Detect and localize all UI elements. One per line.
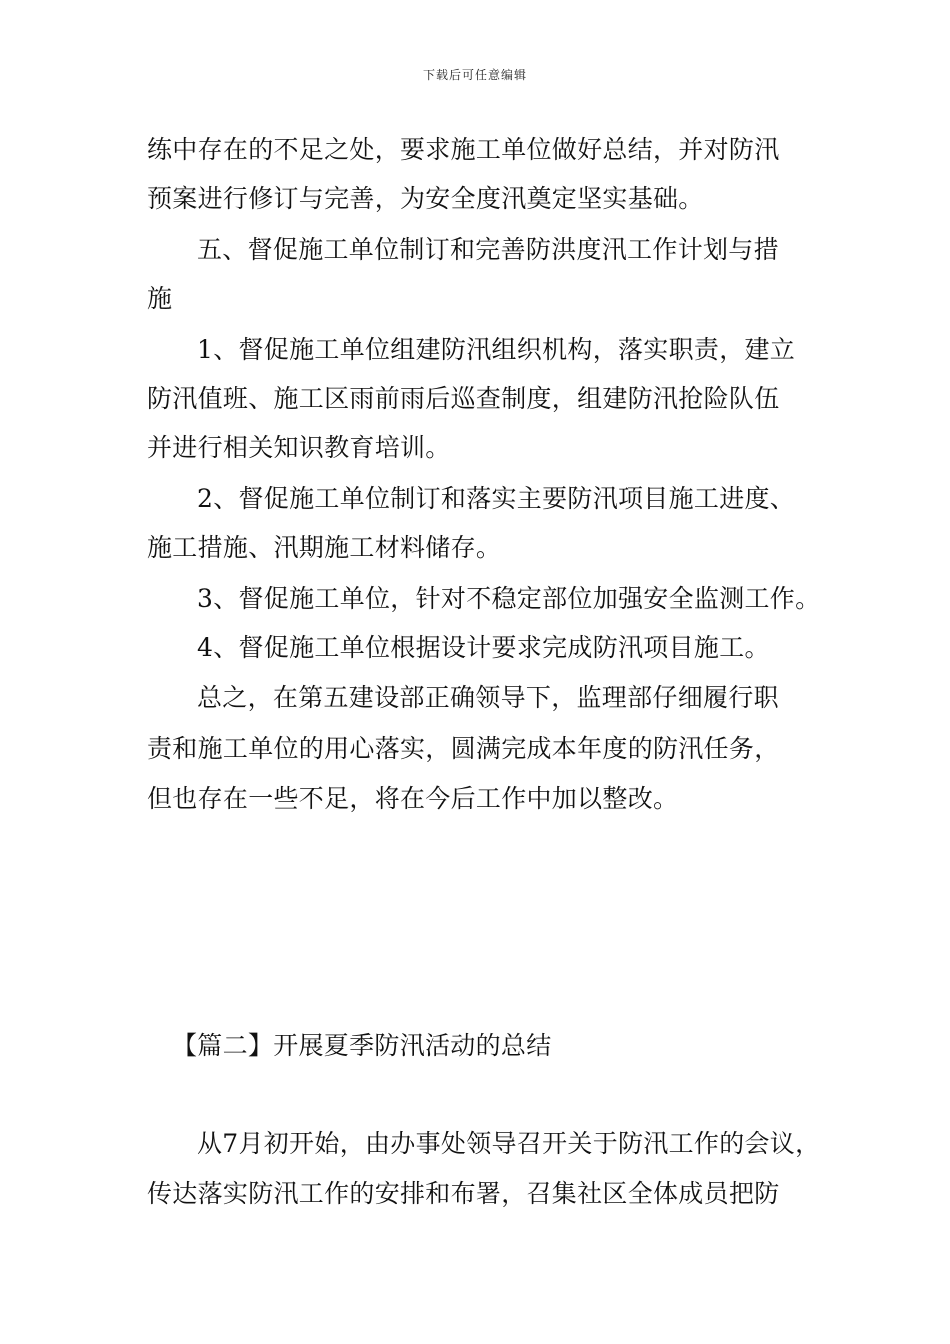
list-item-1: 1、督促施工单位组建防汛组织机构，落实职责，建立 bbox=[197, 335, 796, 364]
section-heading-five: 五、督促施工单位制订和完善防洪度汛工作计划与措 bbox=[197, 235, 779, 264]
section-two-paragraph: 从7月初开始，由办事处领导召开关于防汛工作的会议， bbox=[197, 1129, 821, 1158]
body-line: 施工措施、汛期施工材料储存。 bbox=[147, 533, 502, 562]
body-line: 预案进行修订与完善，为安全度汛奠定坚实基础。 bbox=[147, 184, 704, 213]
body-line: 练中存在的不足之处，要求施工单位做好总结，并对防汛 bbox=[147, 135, 780, 164]
list-item-2: 2、督促施工单位制订和落实主要防汛项目施工进度、 bbox=[197, 484, 796, 513]
body-line: 责和施工单位的用心落实，圆满完成本年度的防汛任务， bbox=[147, 734, 780, 763]
list-item-4: 4、督促施工单位根据设计要求完成防汛项目施工。 bbox=[197, 633, 770, 662]
page-header-note: 下载后可任意编辑 bbox=[422, 68, 527, 82]
section-two-heading: 【篇二】开展夏季防汛活动的总结 bbox=[172, 1031, 552, 1060]
body-line: 防汛值班、施工区雨前雨后巡查制度，组建防汛抢险队伍 bbox=[147, 384, 780, 413]
body-line: 但也存在一些不足，将在今后工作中加以整改。 bbox=[147, 784, 679, 813]
body-line: 传达落实防汛工作的安排和布署，召集社区全体成员把防 bbox=[147, 1179, 780, 1208]
list-item-3: 3、督促施工单位，针对不稳定部位加强安全监测工作。 bbox=[197, 584, 821, 613]
body-line: 施 bbox=[147, 284, 173, 313]
body-line: 并进行相关知识教育培训。 bbox=[147, 433, 451, 462]
summary-paragraph: 总之，在第五建设部正确领导下，监理部仔细履行职 bbox=[197, 683, 779, 712]
